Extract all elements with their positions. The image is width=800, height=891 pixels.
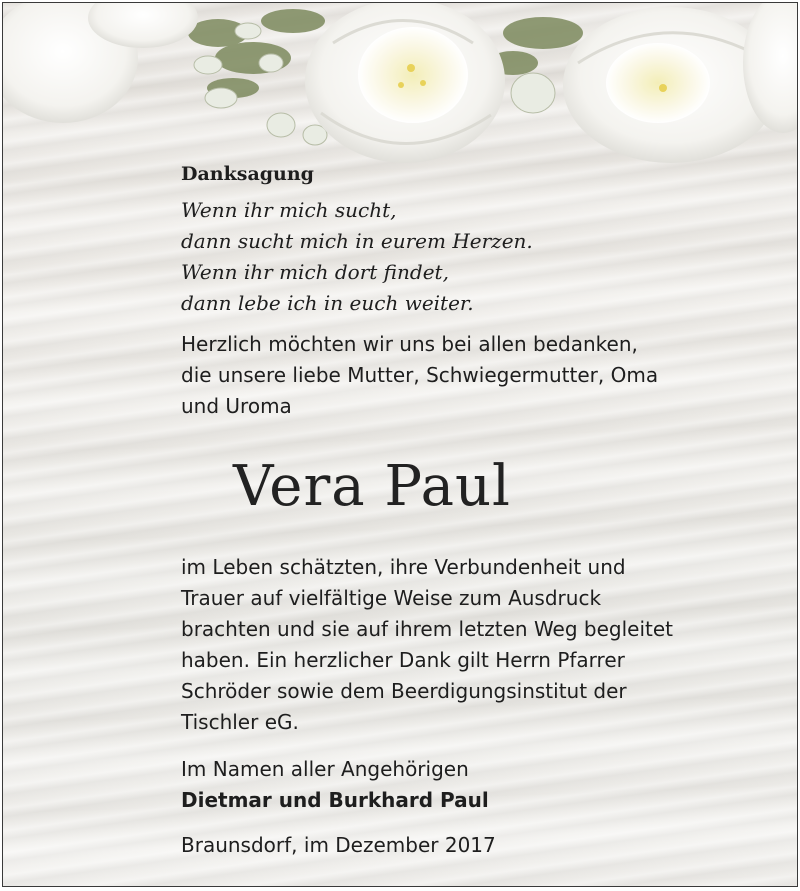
poem-line: Wenn ihr mich dort findet, — [181, 260, 449, 284]
place-date: Braunsdorf, im Dezember 2017 — [181, 833, 496, 857]
body-line: haben. Ein herzlicher Dank gilt Herrn Pfarrer — [181, 648, 625, 672]
deceased-name: Vera Paul — [233, 454, 511, 519]
body-line: Schröder sowie dem Beerdigungsinstitut der — [181, 679, 627, 703]
intro-text — [181, 329, 781, 422]
body-line: Tischler eG. — [181, 710, 299, 734]
body-text — [181, 552, 781, 738]
intro-line: Herzlich möchten wir uns bei allen bedanken, — [181, 332, 638, 356]
body-line: im Leben schätzten, ihre Verbundenheit und — [181, 555, 626, 579]
poem-line: dann sucht mich in eurem Herzen. — [181, 229, 533, 253]
obituary-card — [2, 2, 798, 887]
obituary-content — [181, 163, 781, 861]
intro-line: die unsere liebe Mutter, Schwiegermutter, Oma — [181, 363, 659, 387]
signature-names: Dietmar und Burkhard Paul — [181, 788, 489, 812]
intro-line: und Uroma — [181, 394, 292, 418]
poem-line: Wenn ihr mich sucht, — [181, 198, 397, 222]
body-line: brachten und sie auf ihrem letzten Weg begleitet — [181, 617, 674, 641]
poem — [181, 195, 781, 319]
signature-line: Im Namen aller Angehörigen — [181, 757, 469, 781]
body-line: Trauer auf vielfältige Weise zum Ausdruck — [181, 586, 602, 610]
poem-line: dann lebe ich in euch weiter. — [181, 291, 474, 315]
white-flowers-image — [3, 3, 798, 173]
heading: Danksagung — [181, 163, 314, 185]
signature-block — [181, 754, 781, 816]
